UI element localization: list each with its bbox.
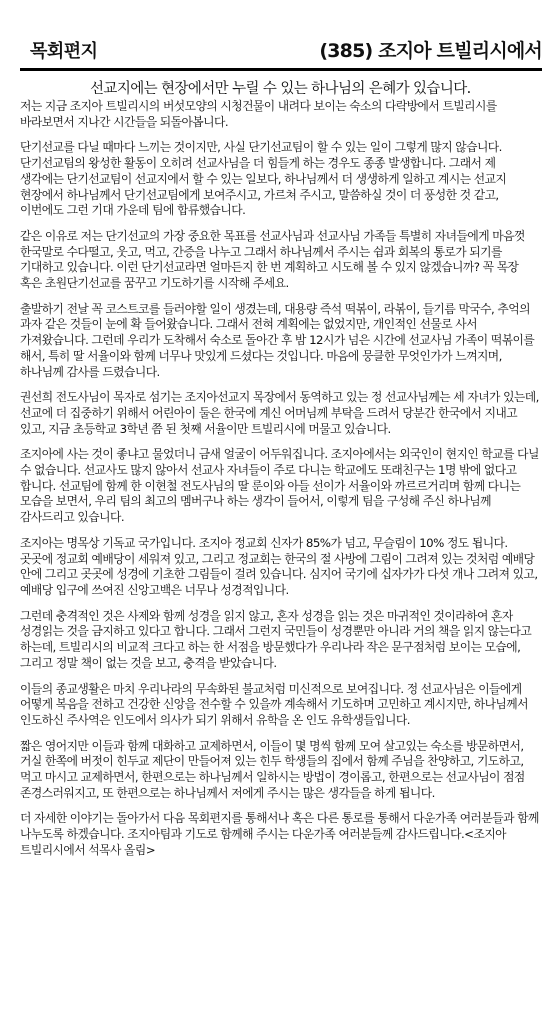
paragraph: 그런데 충격적인 것은 사제와 함께 성경을 읽지 않고, 혼자 성경을 읽는 것은 마귀적인 것이라하여 혼자 성경읽는 것을 금지하고 있다고 합니다. 그래서 그런지 국민들이 성경뿐만 아니라 거의 책을 읽지 않는다고 하는데, 트빌리시의 비교적 크다고 하는 한 서점을 방문했다가 우리나라 작은 문구점처럼 보이는 모습에, 그리고 정말 책이 없는 것을 보고, 충격을 받았습니다.	[20, 608, 532, 670]
paragraph: 조지아는 명목상 기독교 국가입니다. 조지아 정교회 신자가 85%가 넘고, 무슬림이 10% 정도 됩니다. 곳곳에 정교회 예배당이 세워져 있고, 그리고 정교회는 한국의 절 사방에 그림이 그려져 있는 것처럼 예배당 안에 그리고 곳곳에 성경에 기초한 그림들이 걸려 있습니다. 심지어 국기에 십자가가 다섯 개나 그려져 있고, 예배당 입구에 쓰여진 신앙고백은 너무나 성경적입니다.	[20, 535, 538, 597]
paragraph: 짧은 영어지만 이들과 함께 대화하고 교제하면서, 이들이 몇 명씩 함께 모여 살고있는 숙소를 방문하면서, 거실 한쪽에 버젓이 힌두교 제단이 만들어져 있는 힌두 학생들의 집에서 함께 주님을 찬양하고, 기도하고, 먹고 마시고 교제하면서, 한편으로는 하나님께서 일하시는 방법이 경이롭고, 한편으로는 선교사님이 점점 존경스러워지고, 또 한편으로는 하나님께서 저에게 주시는 많은 생각들을 하게 됩니다.	[20, 738, 525, 800]
paragraph: 출발하기 전날 꼭 코스트코를 들러야할 일이 생겼는데, 대용량 즉석 떡볶이, 라볶이, 들기름 막국수, 추억의 과자 같은 것들이 눈에 확 들어왔습니다. 그래서 전혀 계획에는 없었지만, 개인적인 선물로 사서 가져왔습니다. 그런데 우리가 도착해서 숙소로 돌아간 후 밤 12시가 넘은 시간에 선교사님 가족이 떡볶이를 해서, 특히 딸 서율이와 함께 너무나 맛있게 드셨다는 것입니다. 마음에 뭉클한 무엇인가가 느껴지며, 하나님께 감사를 드렸습니다.	[20, 301, 535, 379]
column-title: 목회편지	[30, 41, 98, 62]
paragraph: 조지아에 사는 것이 좋냐고 물었더니 금새 얼굴이 어두워집니다. 조지아에서는 외국인이 현지인 학교를 다닐 수 없습니다. 선교사도 많지 않아서 선교사 자녀들이 주로 다니는 학교에도 또래친구는 1명 밖에 없다고 합니다. 선교팀에 함께 한 이현철 전도사님의 딸 룬이와 아들 선이가 서율이와 까르르거리며 함께 다니는 모습을 보면서, 우리 팀의 최고의 멤버구나 하는 생각이 들어서, 이렇게 팀을 구성해 주신 하나님께 감사드리고 있습니다.	[20, 447, 539, 525]
paragraph: 권선희 전도사님이 목자로 섬기는 조지아선교지 목장에서 동역하고 있는 정 선교사님께는 세 자녀가 있는데, 선교에 더 집중하기 위해서 어린아이 둘은 한국에 계신 어머님께 부탁을 드려서 당분간 한국에서 지내고 있고, 지금 초등학교 3학년 쯤 된 첫째 서율이만 트빌리시에 머물고 있습니다.	[20, 390, 539, 436]
letter-header	[20, 0, 542, 71]
paragraph: 단기선교를 다닐 때마다 느끼는 것이지만, 사실 단기선교팀이 할 수 있는 일이 그렇게 많지 않습니다. 단기선교팀의 왕성한 활동이 오히려 선교사님을 더 힘들게 하는 경우도 종종 발생합니다. 그래서 제 생각에는 단기선교팀이 선교지에서 할 수 있는 일보다, 하나님께서 더 생생하게 일하고 계시는 선교지 현장에서 하나님께서 단기선교팀에게 보여주시고, 가르쳐 주시고, 말씀하실 것이 더 풍성한 것 같고, 이번에도 그런 기대 가운데 팀에 합류했습니다.	[20, 140, 507, 218]
paragraph: 이들의 종교생활은 마치 우리나라의 무속화된 불교처럼 미신적으로 보여집니다. 정 선교사님은 이들에게 어떻게 복음을 전하고 건강한 신앙을 전수할 수 있을까 계속해서 기도하며 고민하고 계시지만, 하나님께서 인도하신 주사역은 인도에서 의사가 되기 위해서 유학을 온 인도 유학생들입니다.	[20, 681, 528, 727]
letter-body	[20, 99, 542, 859]
paragraph: 저는 지금 조지아 트빌리시의 버섯모양의 시청건물이 내려다 보이는 숙소의 다락방에서 트빌리시를 바라보면서 지나간 시간들을 되돌아봅니다.	[20, 99, 497, 129]
closing-paragraph: 더 자세한 이야기는 돌아가서 다음 목회편지를 통해서나 혹은 다른 통로를 통해서 다운가족 여러분들과 함께 나누도록 하겠습니다. 조지아팀과 기도로 함께해 주시는 다운가족 여러분들께 감사드립니다.<조지아 트빌리시에서 석목사 올림>	[20, 811, 539, 857]
letter-subtitle: 선교지에는 현장에서만 누릴 수 있는 하나님의 은혜가 있습니다.	[90, 81, 471, 97]
paragraph: 같은 이유로 저는 단기선교의 가장 중요한 목표를 선교사님과 선교사님 가족들 특별히 자녀들에게 마음껏 한국말로 수다떨고, 웃고, 먹고, 간증을 나누고 그래서 하나님께서 주시는 쉼과 회복의 통로가 되기를 기대하고 있습니다. 이런 단기선교라면 얼마든지 한 번 계획하고 시도해 볼 수 있지 않겠습니까? 꼭 목장 혹은 초원단기선교를 꿈꾸고 기도하기를 시작해 주세요.	[20, 228, 525, 291]
issue-title: (385) 조지아 트빌리시에서	[319, 40, 542, 62]
